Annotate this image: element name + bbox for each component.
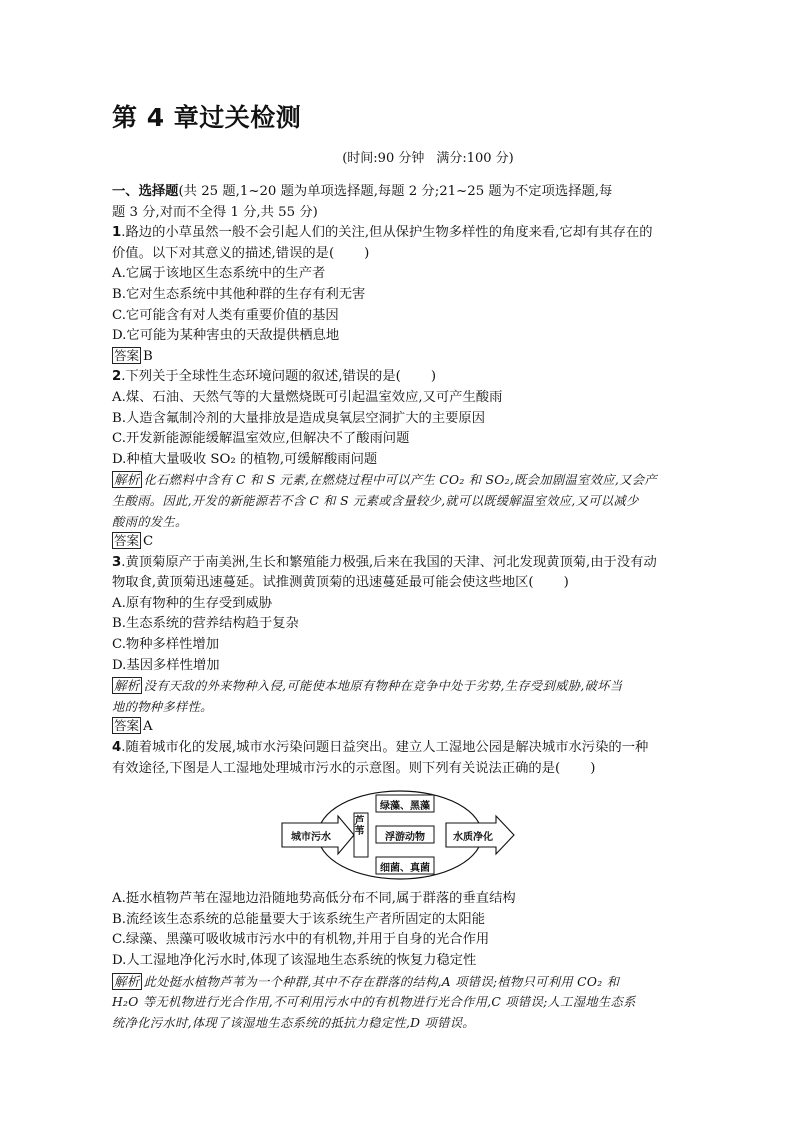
question-4: 4.随着城市化的发展,城市水污染问题日益突出。建立人工湿地公园是解决城市水污染的一种 有效途径,下图是人工湿地处理城市污水的示意图。则下列有关说法正确的是( ) 城市污水 芦苇 绿藻、黑藻 浮游动物 细菌、真菌 水质净化 A.挺水植物芦苇在湿地边沿随地势高低分布不同,属于群落的垂直结构 B.流经该生态系统的总能量要大于该系统生产者所固定的太阳能 C.绿藻、黑藻可吸收城市污水中的有机物,并用于自身的光合作用 D.人工湿地净化污水时,体现了该湿地生态系统的恢复力稳定性 解析 此处挺水植物芦苇为一个种群,其中不存在群落的结构,A 项错误;植物只可利用 CO₂ 和 H₂O 等无机物进行光合作用,不可利用污水中的有机物进行光合作用,C 项错误;人工湿地生态系 统净化污水时,体现了该湿地生态系统的抵抗力稳定性,D 项错误。 bbox=[112, 738, 684, 1033]
organism-label-3: 细菌、真菌 bbox=[380, 863, 430, 875]
answer-row bbox=[112, 717, 684, 738]
explanation-line: 解析 没有天敌的外来物种入侵,可能使本地原有物种在竞争中处于劣势,生存受到威胁,破坏当 bbox=[114, 678, 623, 694]
explanation-line: H₂O 等无机物进行光合作用,不可利用污水中的有机物进行光合作用,C 项错误;人工湿地生态系 bbox=[112, 995, 636, 1010]
explanation-line: 地的物种多样性。 bbox=[112, 699, 213, 714]
answer-value: B bbox=[143, 348, 153, 364]
answer-tag: 答案 bbox=[114, 347, 140, 363]
question-stem: .黄顶菊原产于南美洲,生长和繁殖能力极强,后来在我国的天津、河北发现黄顶菊,由于没有动 bbox=[121, 554, 657, 570]
time-limit: (时间:90 分钟 bbox=[342, 151, 425, 166]
option-c: C.开发新能源能缓解温室效应,但解决不了酸雨问题 bbox=[112, 431, 410, 447]
answer-value: A bbox=[143, 719, 153, 735]
option-a: A.它属于该地区生态系统中的生产者 bbox=[112, 266, 326, 282]
answer-value: C bbox=[143, 534, 154, 550]
option-d: D.种植大量吸收 SO₂ 的植物,可缓解酸雨问题 bbox=[112, 451, 378, 467]
answer-tag: 答案 bbox=[114, 533, 140, 549]
wetland-diagram bbox=[112, 789, 684, 881]
question-1: 1.路边的小草虽然一般不会引起人们的关注,但从保护生物多样性的角度来看,它却有其存在的 价值。以下对其意义的描述,错误的是( ) A.它属于该地区生态系统中的生产者 B.它对生态系统中其他种群的生存有利无害 C.它可能含有对人类有重要价值的基因 D.它可能为某种害虫的天敌提供栖息地 答案 B bbox=[112, 223, 684, 367]
explanation-tag: 解析 bbox=[114, 472, 140, 488]
option-c: C.它可能含有对人类有重要价值的基因 bbox=[112, 307, 339, 323]
question-stem: 价值。以下对其意义的描述,错误的是( bbox=[112, 245, 335, 261]
option-d: D.它可能为某种害虫的天敌提供栖息地 bbox=[112, 328, 340, 344]
question-stem: 物取食,黄顶菊迅速蔓延。试推测黄顶菊的迅速蔓延最可能会使这些地区( bbox=[112, 575, 534, 591]
option-b: B.人造含氟制冷剂的大量排放是造成臭氧层空洞扩大的主要原因 bbox=[112, 410, 486, 426]
option-a: A.挺水植物芦苇在湿地边沿随地势高低分布不同,属于群落的垂直结构 bbox=[112, 891, 516, 907]
question-number: 2 bbox=[112, 369, 122, 385]
answer-tag: 答案 bbox=[114, 718, 140, 734]
explanation-line: 酸雨的发生。 bbox=[112, 514, 188, 529]
document-content bbox=[112, 100, 684, 1033]
option-a: A.原有物种的生存受到威胁 bbox=[112, 595, 273, 611]
question-2: 2.下列关于全球性生态环境问题的叙述,错误的是( ) A.煤、石油、天然气等的大量燃烧既可引起温室效应,又可产生酸雨 B.人造含氟制冷剂的大量排放是造成臭氧层空洞扩大的主要原因 C.开发新能源能缓解温室效应,但解决不了酸雨问题 D.种植大量吸收 SO₂ 的植物,可缓解酸雨问题 解析 化石燃料中含有 C 和 S 元素,在燃烧过程中可以产生 CO₂ 和 SO₂,既会加剧温室效应,又会产 生酸雨。因此,开发的新能源若不含 C 和 S 元素或含量较少,就可以既缓解温室效应,又可以减少 酸雨的发生。 答案 C bbox=[112, 367, 684, 552]
option-b: B.它对生态系统中其他种群的生存有利无害 bbox=[112, 286, 366, 302]
organism-label-2: 浮游动物 bbox=[385, 832, 425, 844]
question-stem: .下列关于全球性生态环境问题的叙述,错误的是( bbox=[121, 369, 401, 385]
option-b: B.流经该生态系统的总能量要大于该系统生产者所固定的太阳能 bbox=[112, 911, 486, 927]
option-d: D.基因多样性增加 bbox=[112, 657, 220, 673]
option-c: C.物种多样性增加 bbox=[112, 637, 220, 653]
explanation-line: 解析 化石燃料中含有 C 和 S 元素,在燃烧过程中可以产生 CO₂ 和 SO₂,既会加剧温室效应,又会产 bbox=[114, 472, 657, 488]
section-desc-line2: 题 3 分,对而不全得 1 分,共 55 分) bbox=[112, 204, 318, 220]
question-number: 1 bbox=[112, 225, 122, 241]
explanation-tag: 解析 bbox=[114, 678, 140, 694]
section-heading bbox=[112, 182, 684, 203]
section-desc-line1: (共 25 题,1~20 题为单项选择题,每题 2 分;21~25 题为不定项选择题,每 bbox=[178, 184, 613, 199]
plant-label: 芦苇 bbox=[352, 815, 363, 836]
section-label: 一、选择题 bbox=[112, 184, 179, 199]
explanation-line: 解析 此处挺水植物芦苇为一个种群,其中不存在群落的结构,A 项错误;植物只可利用 CO₂ 和 bbox=[114, 973, 620, 989]
question-3: 3.黄顶菊原产于南美洲,生长和繁殖能力极强,后来在我国的天津、河北发现黄顶菊,由于没有动 物取食,黄顶菊迅速蔓延。试推测黄顶菊的迅速蔓延最可能会使这些地区( ) A.原有物种的生存受到威胁 B.生态系统的营养结构趋于复杂 C.物种多样性增加 D.基因多样性增加 解析 没有天敌的外来物种入侵,可能使本地原有物种在竞争中处于劣势,生存受到威胁,破坏当 地的物种多样性。 答案 A bbox=[112, 553, 684, 738]
question-stem: 有效途径,下图是人工湿地处理城市污水的示意图。则下列有关说法正确的是( bbox=[112, 760, 561, 776]
answer-row bbox=[112, 347, 684, 368]
explanation-line: 统净化污水时,体现了该湿地生态系统的抵抗力稳定性,D 项错误。 bbox=[112, 1015, 475, 1030]
option-b: B.生态系统的营养结构趋于复杂 bbox=[112, 616, 299, 632]
option-c: C.绿藻、黑藻可吸收城市污水中的有机物,并用于自身的光合作用 bbox=[112, 932, 490, 948]
organism-label-1: 绿藻、黑藻 bbox=[380, 801, 430, 813]
page-title: 第 4 章过关检测 bbox=[112, 103, 302, 132]
question-number: 4 bbox=[112, 740, 122, 756]
output-label: 水质净化 bbox=[453, 832, 493, 844]
input-label: 城市污水 bbox=[291, 832, 331, 844]
explanation-tag: 解析 bbox=[114, 973, 140, 989]
question-stem: .随着城市化的发展,城市水污染问题日益突出。建立人工湿地公园是解决城市水污染的一种 bbox=[121, 740, 649, 756]
question-stem: .路边的小草虽然一般不会引起人们的关注,但从保护生物多样性的角度来看,它却有其存在的 bbox=[121, 225, 653, 241]
option-d: D.人工湿地净化污水时,体现了该湿地生态系统的恢复力稳定性 bbox=[112, 953, 477, 968]
option-a: A.煤、石油、天然气等的大量燃烧既可引起温室效应,又可产生酸雨 bbox=[112, 389, 503, 405]
question-number: 3 bbox=[112, 554, 122, 570]
explanation-line: 生酸雨。因此,开发的新能源若不含 C 和 S 元素或含量较少,就可以既缓解温室效应,又可以减少 bbox=[112, 493, 639, 508]
answer-row bbox=[112, 532, 684, 553]
full-score: 满分:100 分) bbox=[436, 151, 514, 166]
exam-time-info bbox=[172, 149, 684, 169]
